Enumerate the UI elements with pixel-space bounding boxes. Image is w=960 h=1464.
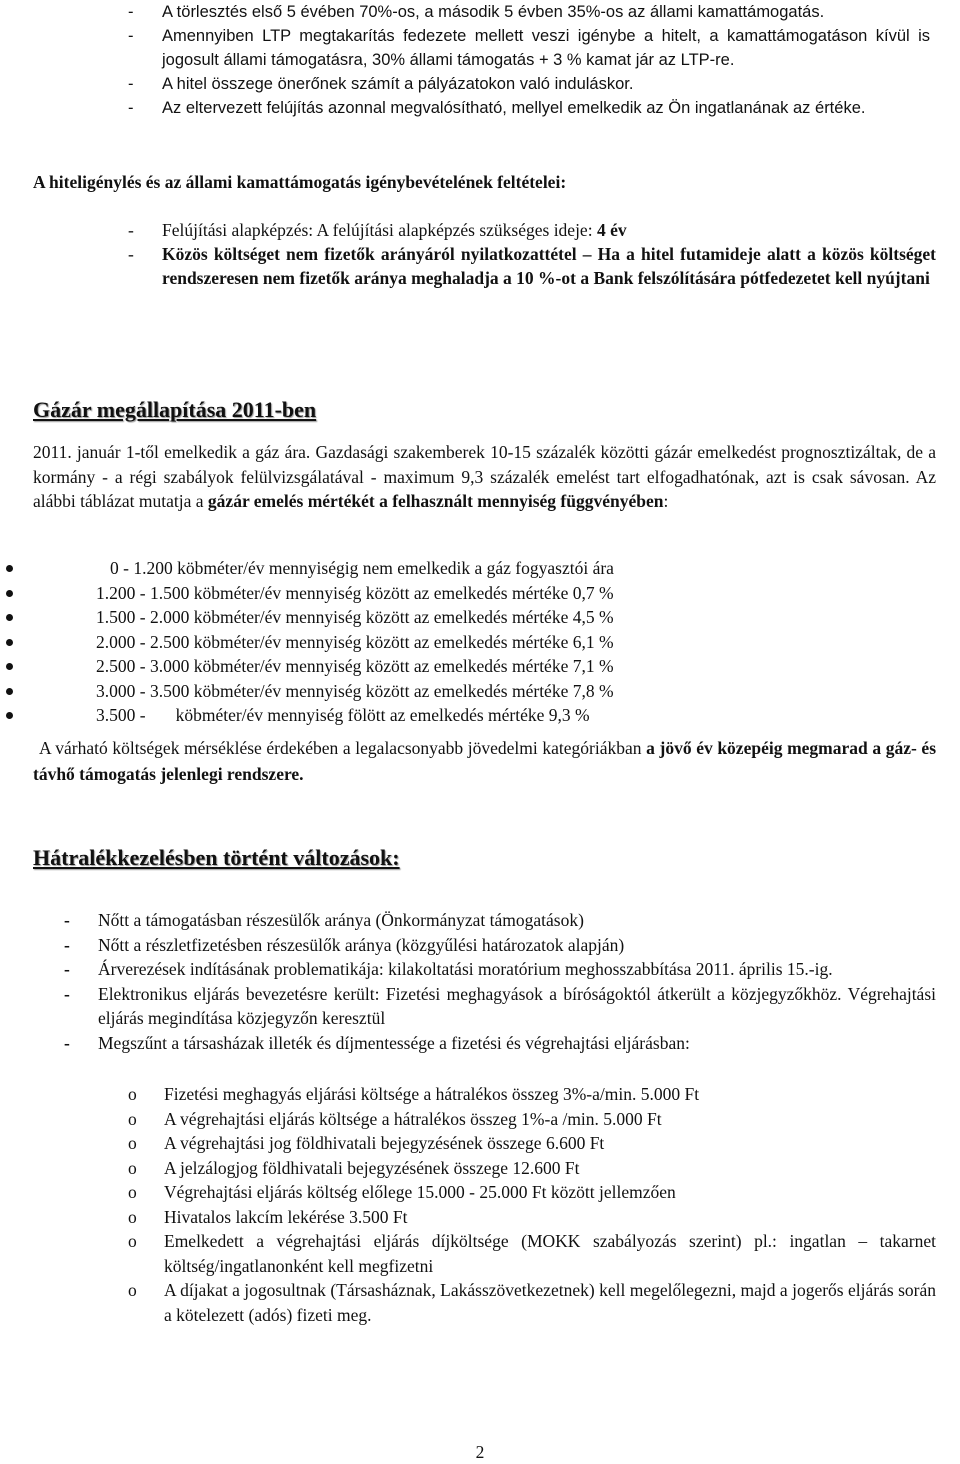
conditions-item [128,242,936,290]
bullet-icon [6,663,13,670]
conditions-item [128,218,936,242]
page-number: 2 [475,1442,485,1462]
benefits-item [128,0,930,24]
gas-price-item [0,703,936,728]
gas-price-text: 0 - 1.200 köbméter/év mennyiségig nem emelkedik a gáz fogyasztói ára [110,558,614,578]
benefits-item-text: A törlesztés első 5 évében 70%-os, a második 5 évben 35%-os az állami kamattámogatás. [162,3,825,21]
circle-marker: o [128,1084,137,1104]
benefits-item-text: Az eltervezett felújítás azonnal megvalósítható, mellyel emelkedik az Ön ingatlanának az értéke. [162,99,866,117]
dash-marker: - [64,1032,70,1053]
conditions-item-emphasis: 4 év [596,220,627,240]
section-heading-arrears: Hátralékkezelésben történt változások: [33,845,400,870]
benefits-item-text: Amennyiben LTP megtakarítás fedezete mellett veszi igénybe a hitelt, a kamattámogatáson kívül is jogosult állami támogatásra, 30% állami támogatás + 3 % kamat jár az LTP-re. [162,27,930,69]
fees-item-text: Emelkedett a végrehajtási eljárás díjköltsége (MOKK szabályozás szerint) pl.: ingatlan – takarnet költség/ingatlanonként kell megfizetni [164,1231,936,1276]
fees-item-text: A végrehajtási jog földhivatali bejegyzésének összege 6.600 Ft [164,1133,605,1153]
gas-price-item [0,556,936,581]
dash-marker: - [64,959,70,979]
circle-marker: o [128,1206,137,1227]
gas-closing-emphasis: a jövő év közepéig megmarad a gáz- és távhő támogatás jelenlegi rendszere. [33,738,937,784]
fees-item [128,1082,936,1107]
arrears-item-text: Nőtt a támogatásban részesülők aránya (Önkormányzat támogatások) [98,910,584,930]
fees-item-text: Végrehajtási eljárás költség előlege 15.000 - 25.000 Ft között jellemzően [164,1182,676,1202]
fees-item-text: A díjakat a jogosultnak (Társasháznak, Lakásszövetkezetnek) kell megelőlegezni, majd a jogerős eljárás során a kötelezett (adós) fizeti meg. [164,1280,936,1325]
circle-marker: o [128,1108,137,1129]
arrears-item [64,908,936,933]
bullet-icon [6,590,13,597]
arrears-item [64,933,936,958]
fees-item-text: Hivatalos lakcím lekérése 3.500 Ft [164,1206,408,1227]
section-heading-gas: Gázár megállapítása 2011-ben [33,397,317,422]
fees-item [128,1107,936,1132]
bullet-icon [6,712,13,719]
dash-marker: - [128,75,134,93]
gas-price-list [0,556,936,728]
gas-price-text: 2.500 - 3.000 köbméter/év mennyiség között az emelkedés mértéke 7,1 % [96,656,614,676]
bullet-icon [6,688,13,695]
gas-price-item [0,605,936,630]
arrears-item-text: Megszűnt a társasházak illeték és díjmentessége a fizetési és végrehajtási eljárásban: [98,1032,690,1053]
arrears-item-text: Nőtt a részletfizetésben részesülők aránya (közgyűlési határozatok alapján) [98,934,625,955]
arrears-item-text: Árverezések indításának problematikája: kilakoltatási moratórium meghosszabbítása 2011. április 15.-ig. [98,959,833,979]
arrears-item [64,982,936,1031]
bullet-icon [6,614,13,621]
arrears-item [64,1031,936,1056]
gas-paragraph [33,440,936,514]
dash-marker: - [128,220,134,240]
circle-marker: o [128,1157,137,1178]
gas-price-text: 3.000 - 3.500 köbméter/év mennyiség között az emelkedés mértéke 7,8 % [96,680,614,701]
gas-price-text: 2.000 - 2.500 köbméter/év mennyiség között az emelkedés mértéke 6,1 % [96,631,614,652]
conditions-item-text: Közös költséget nem fizetők arányáról nyilatkozattétel – Ha a hitel futamideje alatt a közös költséget rendszeresen nem fizetők aránya meghaladja a 10 %-ot a Bank felszólítására pótfedezetet kell nyújtani [162,244,936,288]
fees-item [128,1180,936,1205]
fees-item [128,1156,936,1181]
arrears-list [64,908,936,1055]
circle-marker: o [128,1280,137,1300]
conditions-item-text: Felújítási alapképzés: A felújítási alapképzés szükséges ideje: [162,220,593,240]
gas-paragraph-end: : [663,491,669,511]
dash-marker: - [128,3,134,21]
gas-price-item [0,679,936,704]
fees-item-text: A végrehajtási eljárás költsége a hátralékos összeg 1%-a /min. 5.000 Ft [164,1108,662,1129]
benefits-item [128,72,930,96]
gas-closing [33,735,936,787]
circle-marker: o [128,1231,137,1251]
conditions-heading: A hiteligénylés és az állami kamattámogatás igénybevételének feltételei: [33,172,567,192]
gas-price-text: köbméter/év mennyiség fölött az emelkedés mértéke 9,3 % [175,705,590,725]
fees-item [128,1131,936,1156]
dash-marker: - [64,983,70,1004]
gas-paragraph-text: 2011. január 1-től emelkedik a gáz ára. Gazdasági szakemberek 10-15 százalék közötti gázár emelkedést prognosztizáltak, de a kormány - a régi szabályok felülvizsgálatával - maximum 9,3 százalék emelést tart elfogadhatónak, azt is csak sávosan. Az alábbi táblázat mutatja a [33,442,936,511]
fees-item [128,1278,936,1327]
bullet-icon [6,565,13,572]
gas-price-text: 1.500 - 2.000 köbméter/év mennyiség között az emelkedés mértéke 4,5 % [96,607,614,627]
benefits-item [128,96,930,120]
gas-price-text: 1.200 - 1.500 köbméter/év mennyiség között az emelkedés mértéke 0,7 % [96,582,614,603]
fees-list [128,1082,936,1327]
gas-paragraph-emphasis: gázár emelés mértékét a felhasznált mennyiség függvényében [207,491,664,511]
dash-marker: - [128,27,134,45]
gas-price-text: 3.500 - [96,705,146,725]
fees-item [128,1205,936,1230]
arrears-item-text: Elektronikus eljárás bevezetésre került: Fizetési meghagyások a bíróságoktól átkerült a közjegyzőkhöz. Végrehajtási eljárás megindítása közjegyzőn keresztül [98,983,936,1028]
fees-item [128,1229,936,1278]
benefits-list [128,0,930,120]
conditions-list [128,218,936,290]
dash-marker: - [64,934,70,955]
fees-item-text: Fizetési meghagyás eljárási költsége a hátralékos összeg 3%-a/min. 5.000 Ft [164,1084,700,1104]
circle-marker: o [128,1182,137,1202]
benefits-item [128,24,930,72]
gas-price-item [0,630,936,655]
dash-marker: - [64,910,70,930]
arrears-item [64,957,936,982]
gas-price-item [0,581,936,606]
fees-item-text: A jelzálogjog földhivatali bejegyzésének összege 12.600 Ft [164,1157,580,1178]
benefits-item-text: A hitel összege önerőnek számít a pályázatokon való induláskor. [162,75,634,93]
bullet-icon [6,639,13,646]
gas-closing-text: A várható költségek mérséklése érdekében a legalacsonyabb jövedelmi kategóriákban [39,738,642,758]
circle-marker: o [128,1133,137,1153]
dash-marker: - [128,99,134,117]
dash-marker: - [128,244,134,264]
gas-price-item [0,654,936,679]
